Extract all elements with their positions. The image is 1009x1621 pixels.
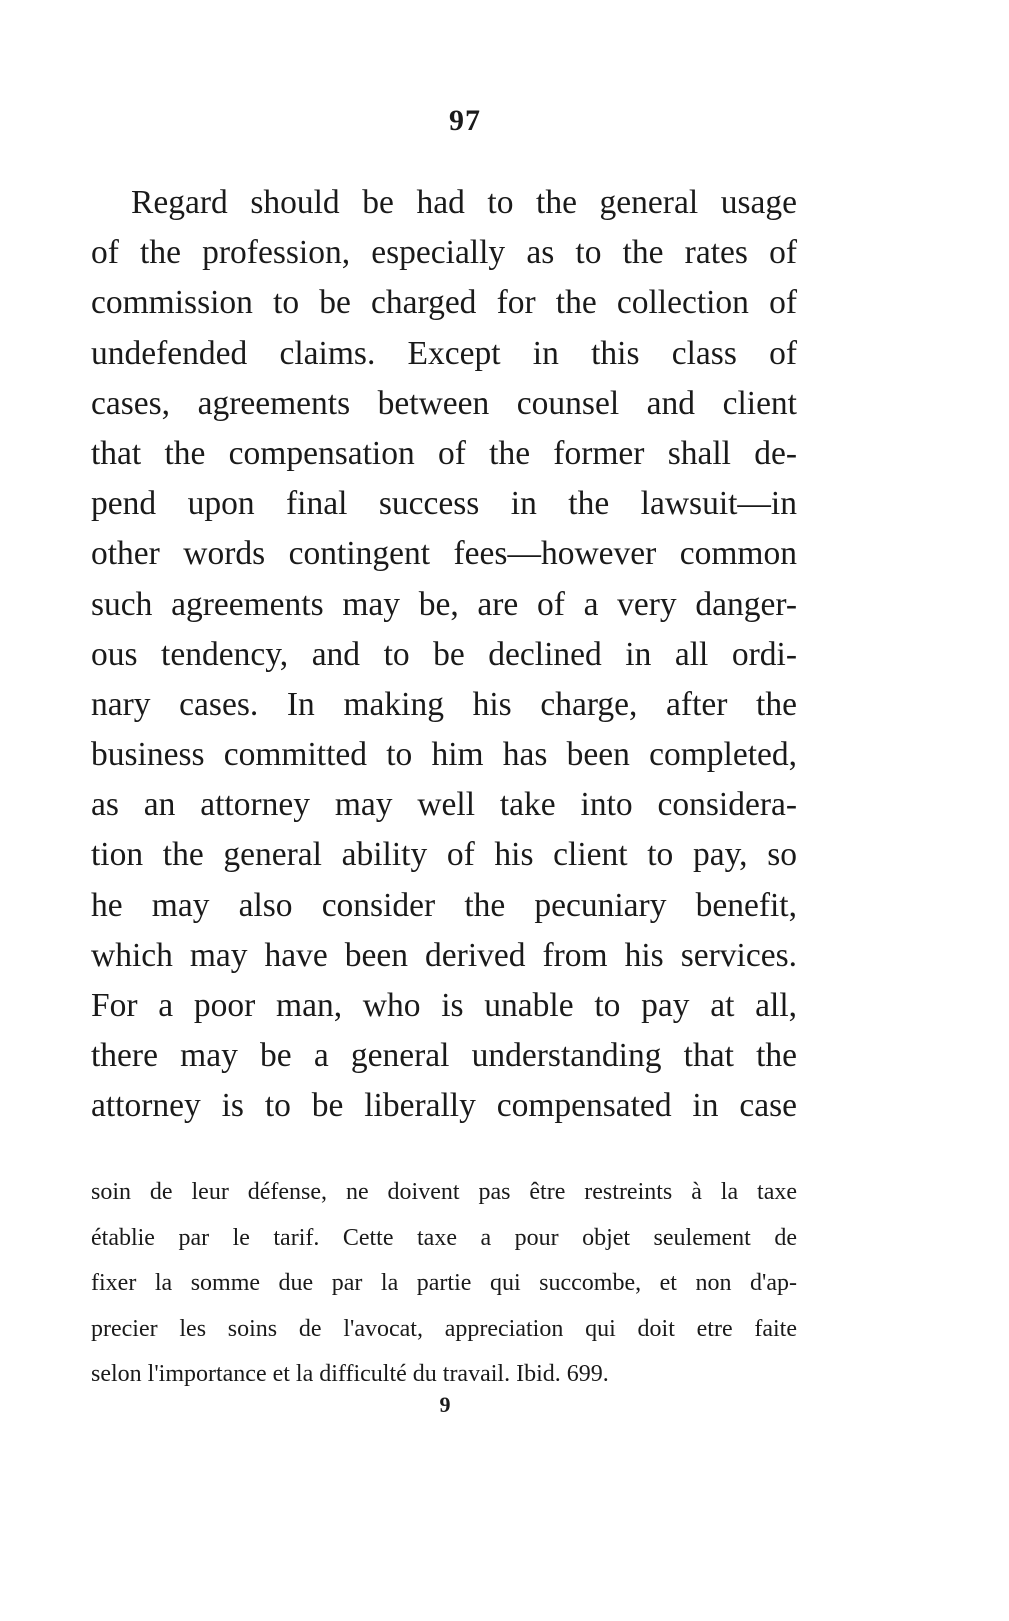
text-line: business committed to him has been completed,: [91, 736, 797, 774]
signature-mark: 9: [439, 1392, 451, 1417]
text-line: tion the general ability of his client to pay, so: [91, 836, 797, 874]
text-line: ous tendency, and to be declined in all ordi-: [91, 635, 797, 673]
text-line: For a poor man, who is unable to pay at all,: [91, 987, 797, 1024]
text-line: as an attorney may well take into considera-: [91, 786, 797, 824]
text-line: other words contingent fees—however common: [91, 535, 797, 573]
footnote-line: établie par le tarif. Cette taxe a pour objet seulement de: [91, 1224, 797, 1251]
text-line: which may have been derived from his services.: [91, 936, 797, 974]
footnote-line: fixer la somme due par la partie qui succombe, et non d'ap-: [91, 1270, 797, 1296]
text-line: commission to be charged for the collection of: [91, 284, 797, 322]
text-line: cases, agreements between counsel and client: [91, 384, 797, 422]
footnote-line: soin de leur défense, ne doivent pas être restreints à la taxe: [91, 1179, 797, 1205]
text-line: undefended claims. Except in this class of: [91, 334, 797, 372]
footnote: [91, 1170, 797, 1398]
text-line: there may be a general understanding that the: [91, 1037, 797, 1075]
footnote-line: precier les soins de l'avocat, appreciation qui doit etre faite: [91, 1315, 797, 1342]
text-line: such agreements may be, are of a very danger-: [91, 585, 797, 623]
page-number: 97: [449, 104, 481, 137]
text-line: Regard should be had to the general usage: [131, 184, 797, 221]
text-line: nary cases. In making his charge, after the: [91, 685, 797, 723]
text-line: of the profession, especially as to the rates of: [91, 234, 797, 272]
text-line: attorney is to be liberally compensated in case: [91, 1087, 797, 1125]
text-line: that the compensation of the former shall de-: [91, 434, 797, 472]
main-text: [91, 178, 797, 1132]
text-line: pend upon final success in the lawsuit—in: [91, 485, 797, 523]
text-line: he may also consider the pecuniary benefit,: [91, 886, 797, 924]
footnote-line: selon l'importance et la difficulté du travail. Ibid. 699.: [91, 1361, 609, 1387]
